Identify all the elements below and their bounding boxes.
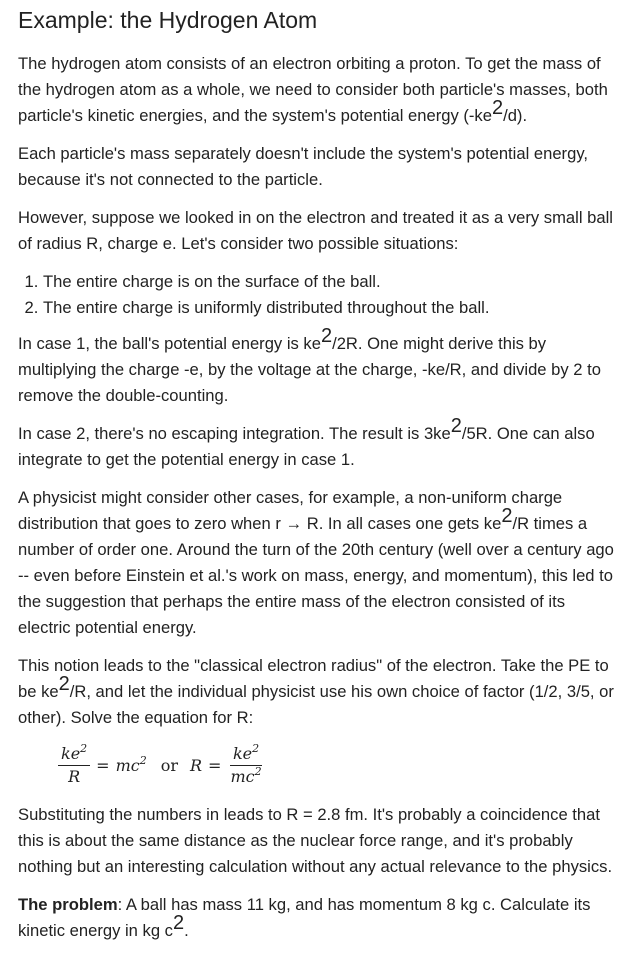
fraction-numerator bbox=[58, 743, 90, 766]
situations-list bbox=[18, 269, 616, 321]
problem-label: The problem bbox=[18, 895, 118, 914]
other-cases-tail: /R times a number of order one. Around the turn of the 20th century (well over a century ago -- even before Einstein et al.'s work on mass, energy, and momentum), this led to the suggestion that perhaps the entire mass of the electron consisted of its electric potential energy. bbox=[18, 514, 614, 637]
intro-paragraph bbox=[18, 51, 616, 129]
superscript: 2 bbox=[501, 505, 513, 527]
case1-text: In case 1, the ball's potential energy is ke bbox=[18, 334, 321, 353]
fraction-ke2-over-mc2 bbox=[227, 743, 264, 788]
case1-tail: /2R. One might derive this by multiplying the charge -e, by the voltage at the charge, -ke/R, and divide by 2 to remove the double-counting. bbox=[18, 334, 601, 405]
fraction-numerator bbox=[230, 743, 262, 766]
problem-tail: . bbox=[184, 921, 189, 940]
case2-tail: /5R. One can also integrate to get the potential energy in case 1. bbox=[18, 424, 595, 469]
equals-sign: = bbox=[96, 755, 110, 775]
superscript: 2 bbox=[58, 673, 70, 695]
radius-equation bbox=[58, 743, 616, 788]
case2-paragraph bbox=[18, 415, 616, 473]
mass-paragraph: Each particle's mass separately doesn't include the system's potential energy, because it's not connected to the particle. bbox=[18, 144, 588, 189]
electron-radius-text: This notion leads to the "classical electron radius" of the electron. Take the PE to be ke bbox=[18, 656, 609, 701]
superscript: 2 bbox=[139, 753, 147, 767]
right-arrow-icon: → bbox=[285, 514, 303, 533]
electron-radius-paragraph bbox=[18, 653, 616, 731]
intro-tail: /d). bbox=[503, 106, 528, 125]
superscript: 2 bbox=[450, 415, 462, 437]
numerator-text: ke bbox=[61, 744, 81, 763]
list-item: 1. The entire charge is on the surface of the ball. bbox=[43, 269, 616, 295]
case2-text: In case 2, there's no escaping integration. The result is 3ke bbox=[18, 424, 451, 443]
numerator-text: ke bbox=[232, 744, 253, 763]
rhs-text: mc bbox=[115, 755, 140, 775]
fraction-denominator: R bbox=[68, 767, 81, 786]
list-item: 2. The entire charge is uniformly distributed throughout the ball. bbox=[43, 295, 616, 321]
equals-sign: = bbox=[208, 755, 222, 775]
substitution-paragraph: Substituting the numbers in leads to R = 2.8 fm. It's probably a coincidence that this is about the same distance as the nuclear force range, and it's probably nothing but an interesting calculation without any actual relevance to the physics. bbox=[18, 805, 613, 876]
problem-text: : A ball has mass 11 kg, and has momentum 8 kg c. Calculate its kinetic energy in kg c bbox=[18, 895, 591, 940]
page-title: Example: the Hydrogen Atom bbox=[18, 7, 318, 33]
intro-text: The hydrogen atom consists of an electron orbiting a proton. To get the mass of the hydrogen atom as a whole, we need to consider both particle's masses, both particle's kinetic energies, and the system's potential energy (-ke bbox=[18, 54, 608, 125]
other-cases-paragraph bbox=[18, 485, 616, 641]
superscript: 2 bbox=[320, 325, 333, 347]
or-word: or bbox=[160, 755, 178, 775]
superscript: 2 bbox=[254, 765, 262, 778]
superscript: 2 bbox=[491, 97, 504, 119]
electron-radius-tail: /R, and let the individual physicist use his own choice of factor (1/2, 3/5, or other). Solve the equation for R: bbox=[18, 682, 614, 727]
denominator-text: mc bbox=[230, 767, 255, 786]
superscript: 2 bbox=[80, 742, 88, 755]
case1-paragraph bbox=[18, 325, 616, 409]
ball-model-paragraph: However, suppose we looked in on the electron and treated it as a very small ball of radius R, charge e. Let's consider two possible situations: bbox=[18, 208, 613, 253]
superscript: 2 bbox=[252, 742, 260, 755]
other-cases-text-2: R. In all cases one gets ke bbox=[302, 514, 502, 533]
problem-paragraph bbox=[18, 892, 616, 944]
fraction-ke2-over-r bbox=[58, 743, 90, 788]
superscript: 2 bbox=[172, 912, 185, 934]
other-cases-text: A physicist might consider other cases, for example, a non-uniform charge distribution that goes to zero when r bbox=[18, 488, 563, 533]
rhs-term bbox=[116, 753, 147, 779]
fraction-denominator bbox=[227, 766, 264, 788]
lhs-term: R bbox=[190, 755, 203, 775]
